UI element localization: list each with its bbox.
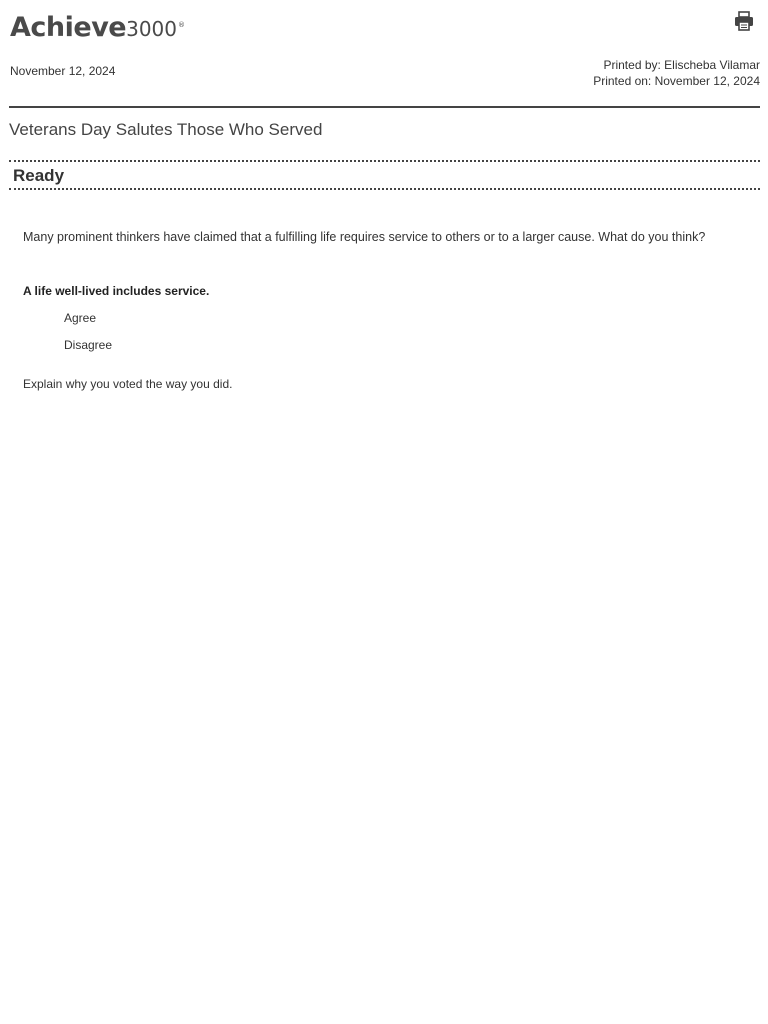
printed-on: Printed on: November 12, 2024 xyxy=(593,74,760,88)
print-button[interactable] xyxy=(732,9,756,33)
poll-statement: A life well-lived includes service. xyxy=(23,284,210,298)
option-disagree[interactable]: Disagree xyxy=(64,338,113,352)
poll-question: Many prominent thinkers have claimed that a fulfilling life requires service to others or to a larger cause. What do you think? xyxy=(23,230,706,244)
section-divider-top xyxy=(9,160,760,162)
print-info xyxy=(593,57,760,89)
achieve3000-logo xyxy=(10,12,185,44)
logo-number: 3000 xyxy=(126,17,178,41)
printer-icon xyxy=(732,9,756,33)
logo-wordmark: Achieve xyxy=(10,12,127,43)
option-agree[interactable]: Agree xyxy=(64,311,97,325)
article-title: Veterans Day Salutes Those Who Served xyxy=(9,120,323,139)
header-divider xyxy=(9,106,760,108)
document-date: November 12, 2024 xyxy=(10,64,116,78)
explain-prompt: Explain why you voted the way you did. xyxy=(23,377,233,391)
section-heading: Ready xyxy=(13,166,65,185)
logo-registered-mark: ® xyxy=(178,21,186,29)
section-divider-bottom xyxy=(9,188,760,190)
printed-by: Printed by: Elischeba Vilamar xyxy=(603,58,760,72)
